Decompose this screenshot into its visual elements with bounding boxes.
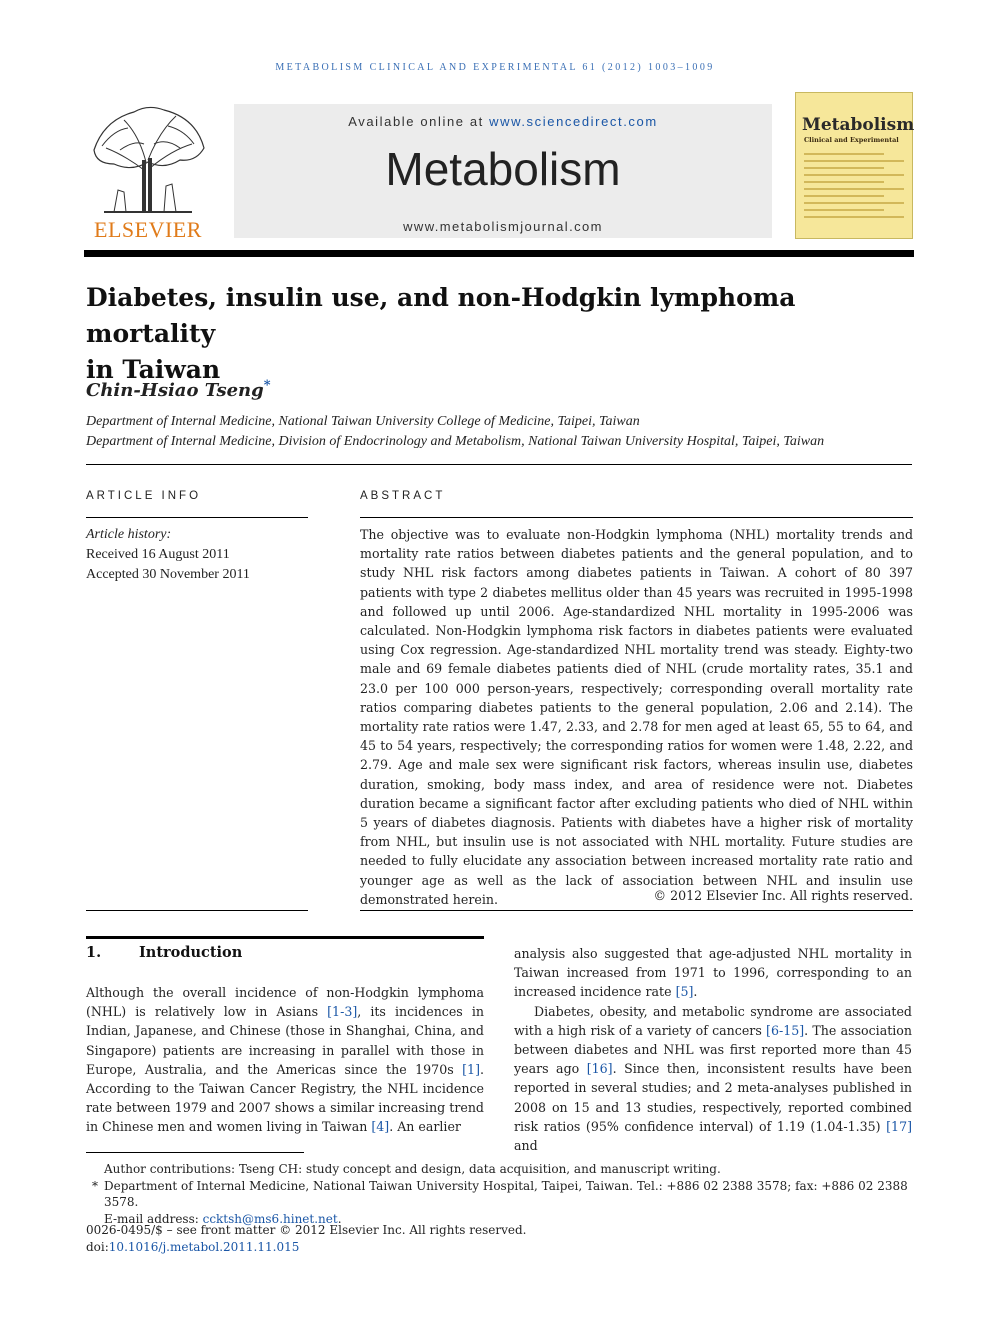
citation-link[interactable]: [5]	[675, 984, 694, 1000]
citation-link[interactable]: [16]	[586, 1061, 613, 1077]
article-title-line-2: in Taiwan	[86, 355, 221, 384]
citation-link[interactable]: [1]	[462, 1061, 480, 1077]
article-title	[86, 280, 916, 388]
affiliation-2: Department of Internal Medicine, Division of Endocrinology and Metabolism, National Taiwan University Hospital, Taipei, Taiwan	[86, 434, 825, 449]
citation-link[interactable]: [4]	[371, 1119, 390, 1135]
intro-right-column	[514, 944, 912, 1155]
intro-paragraph-1-cont: analysis also suggested that age-adjusted NHL mortality in Taiwan increased from 1971 to 1996, corresponding to an increased incidence rate [5].	[514, 946, 912, 1000]
corresponding-author-mark[interactable]: *	[263, 378, 271, 393]
cover-subtitle: Clinical and Experimental	[804, 136, 899, 144]
footnote-rule	[86, 1152, 304, 1153]
citation-link[interactable]: [1-3]	[327, 1004, 358, 1020]
affiliation-1: Department of Internal Medicine, National Taiwan University College of Medicine, Taipei, Taiwan	[86, 414, 640, 429]
article-info-rule-top	[86, 517, 308, 518]
footnote-star: *	[92, 1178, 98, 1193]
abstract-heading: ABSTRACT	[360, 490, 446, 502]
abstract-rule-top	[360, 517, 913, 518]
received-date: Received 16 August 2011	[86, 547, 230, 562]
citation-link[interactable]: [6-15]	[766, 1022, 805, 1038]
intro-paragraph-1: Although the overall incidence of non-Hodgkin lymphoma (NHL) is relatively low in Asians [1-3], its incidences in Indian, Japanese, and Chinese (those in Shanghai, China, and Singapore) patients are increasing in parallel with those in Europe, Australia, and the Americas since the 1970s [1]. According to the Taiwan Cancer Registry, the NHL incidence rate between 1979 and 2007 shows a similar increasing trend in Chinese men and women living in Taiwan [4]. An earlier	[86, 985, 484, 1135]
front-matter-info	[86, 1222, 526, 1256]
issn-line: 0026-0495/$ – see front matter © 2012 Elsevier Inc. All rights reserved.	[86, 1223, 527, 1237]
author-name-text: Chin-Hsiao Tseng	[86, 380, 264, 401]
cover-title: Metabolism	[802, 115, 915, 135]
affiliation-rule	[86, 464, 912, 465]
journal-name: Metabolism	[385, 143, 621, 195]
journal-citation-line: METABOLISM CLINICAL AND EXPERIMENTAL 61 (2012) 1003–1009	[275, 62, 715, 73]
doi-link[interactable]: 10.1016/j.metabol.2011.11.015	[108, 1240, 300, 1254]
section-title: Introduction	[139, 944, 243, 961]
article-info-heading: ARTICLE INFO	[86, 490, 202, 502]
history-label: Article history:	[86, 527, 172, 542]
journal-cover-thumbnail	[795, 92, 913, 239]
article-title-line-1: Diabetes, insulin use, and non-Hodgkin lymphoma mortality	[86, 283, 796, 348]
article-history	[86, 525, 250, 585]
section-heading-introduction	[86, 944, 242, 961]
journal-header-banner	[234, 104, 772, 238]
doi-line: doi:10.1016/j.metabol.2011.11.015	[86, 1240, 300, 1254]
cover-text-lines	[804, 153, 904, 223]
article-info-rule-bottom	[86, 910, 308, 911]
available-online-line	[234, 114, 772, 129]
section-number: 1.	[86, 944, 102, 961]
abstract-copyright: © 2012 Elsevier Inc. All rights reserved.	[653, 888, 913, 903]
citation-link[interactable]: [17]	[886, 1118, 912, 1134]
author-contributions-note: Author contributions: Tseng CH: study concept and design, data acquisition, and manuscript writing.	[104, 1162, 721, 1176]
author-name	[86, 378, 271, 401]
accepted-date: Accepted 30 November 2011	[86, 567, 250, 582]
email-link[interactable]: ccktsh@ms6.hinet.net	[202, 1211, 338, 1226]
sciencedirect-link[interactable]: www.sciencedirect.com	[489, 114, 658, 129]
abstract-text: The objective was to evaluate non-Hodgkin lymphoma (NHL) mortality trends and mortality rate ratios between diabetes patients and the general population, and to study NHL risk factors among diabetes patients in Taiwan. A cohort of 80 397 patients with type 2 diabetes mellitus older than 45 years was recruited in 1995-1998 and followed up until 2006. Age-standardized NHL mortality in 1995-2006 was calculated. Non-Hodgkin lymphoma risk factors in diabetes patients were evaluated using Cox regression. Age-standardized NHL mortality trend was steady. Eighty-two male and 69 female diabetes patients died of NHL (crude mortality rates, 35.1 and 23.0 per 100 000 person-years, respectively; corresponding overall mortality rate ratios comparing diabetes patients to the general population, 2.06 and 2.14). The mortality rate ratios were 1.47, 2.33, and 2.78 for men aged at least 65, 55 to 64, and 45 to 54 years, respectively; the corresponding ratios for women were 1.48, 2.22, and 2.79. Age and male sex were significant risk factors, whereas insulin use, diabetes duration, smoking, body mass index, and area of residence were not. Diabetes duration became a significant factor after excluding patients who died of NHL within 5 years of diabetes diagnosis. Patients with diabetes have a higher risk of mortality from NHL, but insulin use is not associated with NHL mortality. Future studies are needed to fully elucidate any association between increased mortality rate ratio and younger age as well as the lack of association between NHL and insulin use demonstrated herein.	[360, 527, 913, 907]
email-note: E-mail address: ccktsh@ms6.hinet.net.	[104, 1211, 342, 1226]
footnotes	[86, 1161, 916, 1227]
available-online-label: Available online at	[348, 114, 484, 129]
intro-paragraph-2: Diabetes, obesity, and metabolic syndrome are associated with a high risk of a variety of cancers [6-15]. The association between diabetes and NHL was first reported more than 45 years ago [16]. Since then, inconsistent results have been reported in several studies; and 2 meta-analyses published in 2008 on 15 and 13 studies, respectively, reported combined risk ratios (95% confidence interval) of 1.19 (1.04-1.35) [17] and	[514, 1003, 912, 1154]
intro-left-column	[86, 983, 484, 1137]
publisher-wordmark: ELSEVIER	[94, 217, 202, 242]
intro-column-rule	[86, 936, 484, 939]
header-rule	[84, 250, 914, 257]
journal-url: www.metabolismjournal.com	[403, 219, 603, 234]
corresponding-author-note: * Department of Internal Medicine, National Taiwan University Hospital, Taipei, Taiwan. Tel.: +886 02 2388 3578; fax: +886 02 2388 3578.	[86, 1178, 916, 1211]
abstract-rule-bottom	[360, 910, 913, 911]
